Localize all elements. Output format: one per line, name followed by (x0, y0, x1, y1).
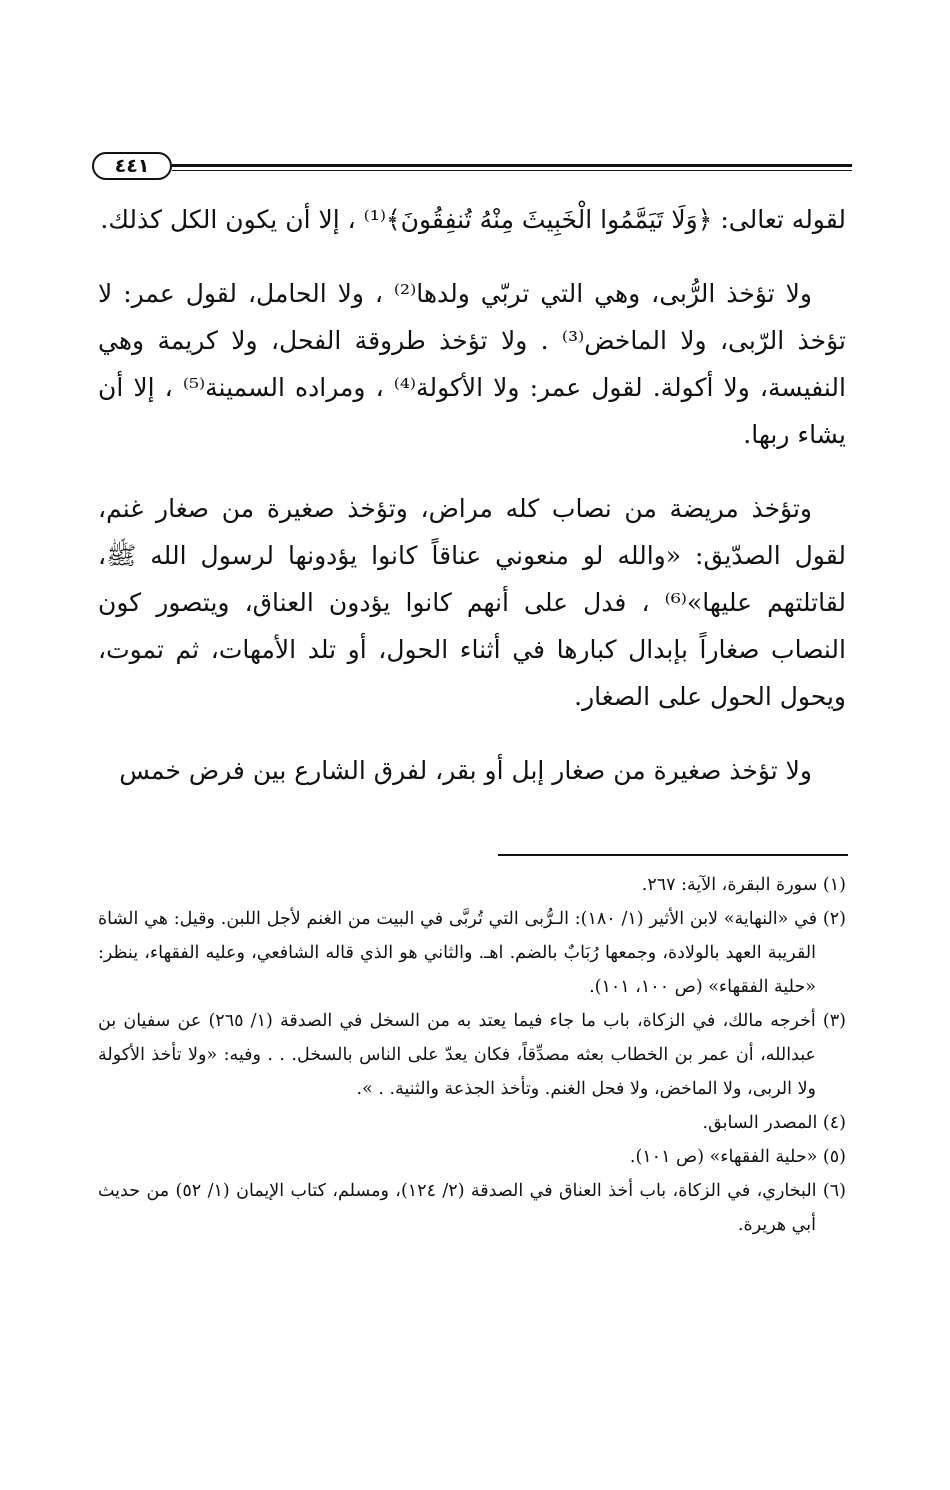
paragraph-3: وتؤخذ مريضة من نصاب كله مراض، وتؤخذ صغيرة من صغار غنم، لقول الصدّيق: «والله لو منعوني عناقاً كانوا يؤدونها لرسول الله ﷺ، لقاتلتهم عليها»⁽⁶⁾ ، فدل على أنهم كانوا يؤدون العناق، ويتصور كون النصاب صغاراً بإبدال كبارها في أثناء الحول، أو تلد الأمهات، ثم تموت، ويحول الحول على الصغار. (98, 494, 846, 711)
footnotes (98, 868, 846, 1242)
paragraph-4: ولا تؤخذ صغيرة من صغار إبل أو بقر، لفرق الشارع بين فرض خمس (119, 756, 812, 785)
footnote-1: (١) سورة البقرة، الآية: ٢٦٧. (641, 875, 846, 895)
footnote-5: (٥) «حلية الفقهاء» (ص ١٠١). (629, 1147, 846, 1167)
header-rule-thin (172, 170, 852, 171)
page-number-badge (92, 152, 172, 180)
paragraph-2: ولا تؤخذ الرُّبى، وهي التي تربّي ولدها⁽²⁾ ، ولا الحامل، لقول عمر: لا تؤخذ الرّبى، ولا الماخض⁽³⁾ . ولا تؤخذ طروقة الفحل، ولا كريمة وهي النفيسة، ولا أكولة. لقول عمر: ولا الأكولة⁽⁴⁾ ، ومراده السمينة⁽⁵⁾ ، إلا أن يشاء ربها. (98, 279, 846, 449)
main-text (98, 196, 846, 821)
footnote-separator (498, 854, 848, 856)
paragraph-1: لقوله تعالى: ﴿وَلَا تَيَمَّمُوا الْخَبِيثَ مِنْهُ تُنفِقُونَ﴾⁽¹⁾ ، إلا أن يكون الكل كذلك. (100, 205, 846, 234)
page-header (92, 152, 852, 182)
footnote-4: (٤) المصدر السابق. (702, 1113, 846, 1133)
header-rule-thick (172, 164, 852, 167)
page-number: ٤٤١ (114, 154, 150, 177)
footnote-2: (٢) في «النهاية» لابن الأثير (١/ ١٨٠): الـرُّبى التي تُربَّى في البيت من الغنم لأجل اللبن. وقيل: هي الشاة القريبة العهد بالولادة، وجمعها رُبَابٌ بالضم. اهـ. والثاني هو الذي قاله الشافعي، وعليه الفقهاء، ينظر: «حلية الفقهاء» (ص ١٠٠، ١٠١). (98, 909, 846, 997)
footnote-6: (٦) البخاري، في الزكاة، باب أخذ العناق في الصدقة (٢/ ١٢٤)، ومسلم، كتاب الإيمان (١/ ٥٢) من حديث أبي هريرة. (98, 1181, 846, 1235)
footnote-3: (٣) أخرجه مالك، في الزكاة، باب ما جاء فيما يعتد به من السخل في الصدقة (١/ ٢٦٥) عن سفيان بن عبدالله، أن عمر بن الخطاب بعثه مصدِّقاً، فكان يعدّ على الناس بالسخل. . . وفيه: «ولا تأخذ الأكولة ولا الربى، ولا الماخض، ولا فحل الغنم. وتأخذ الجذعة والثنية. . »⁠. (98, 1011, 846, 1099)
